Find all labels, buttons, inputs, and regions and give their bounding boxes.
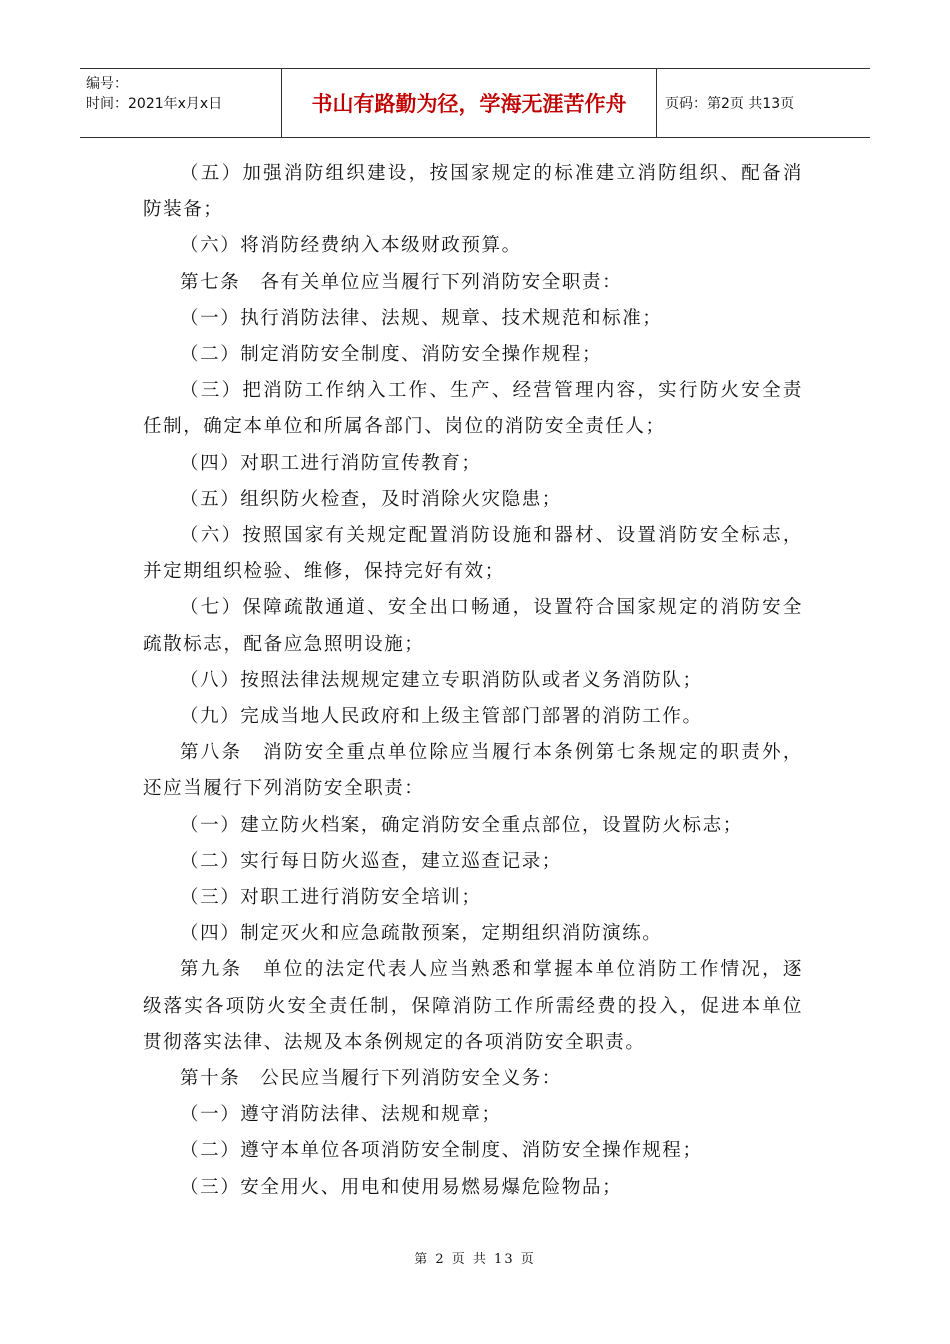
paragraph: 第八条 消防安全重点单位除应当履行本条例第七条规定的职责外，还应当履行下列消防安全职责： (143, 742, 803, 800)
header-page-info (657, 69, 870, 137)
paragraph: （四）对职工进行消防宣传教育； (180, 452, 482, 474)
page-footer: 第 2 页 共 13 页 (414, 1252, 536, 1267)
paragraph: （五）组织防火检查，及时消除火灾隐患； (180, 488, 562, 510)
page-info-text: 页码：第2页 共13页 (665, 96, 795, 112)
paragraph: （一）执行消防法律、法规、规章、技术规范和标准； (180, 307, 663, 329)
paragraph: （三）把消防工作纳入工作、生产、经营管理内容，实行防火安全责任制，确定本单位和所属各部门、岗位的消防安全责任人； (143, 380, 803, 438)
paragraph: （三）安全用火、用电和使用易燃易爆危险物品； (180, 1176, 623, 1198)
paragraph: （八）按照法律法规规定建立专职消防队或者义务消防队； (180, 669, 703, 691)
paragraph: 第九条 单位的法定代表人应当熟悉和掌握本单位消防工作情况，逐级落实各项防火安全责任制，保障消防工作所需经费的投入，促进本单位贯彻落实法律、法规及本条例规定的各项消防安全职责。 (143, 959, 803, 1053)
paragraph: 第七条 各有关单位应当履行下列消防安全职责： (180, 271, 623, 293)
paragraph: （六）按照国家有关规定配置消防设施和器材、设置消防安全标志，并定期组织检验、维修，保持完好有效； (143, 525, 803, 583)
paragraph: （九）完成当地人民政府和上级主管部门部署的消防工作。 (180, 706, 703, 728)
paragraph: （七）保障疏散通道、安全出口畅通，设置符合国家规定的消防安全疏散标志，配备应急照明设施； (143, 597, 803, 655)
paragraph: （二）实行每日防火巡查，建立巡查记录； (180, 850, 562, 872)
paragraph: （二）遵守本单位各项消防安全制度、消防安全操作规程； (180, 1140, 703, 1162)
paragraph: （二）制定消防安全制度、消防安全操作规程； (180, 344, 603, 366)
paragraph: （一）建立防火档案，确定消防安全重点部位，设置防火标志； (180, 814, 743, 836)
paragraph: （三）对职工进行消防安全培训； (180, 887, 482, 909)
number-label: 编号： (86, 76, 128, 92)
time-label: 时间：2021年x月x日 (86, 96, 223, 112)
paragraph: （四）制定灭火和应急疏散预案，定期组织消防演练。 (180, 923, 663, 945)
header-motto: 书山有路勤为径，学海无涯苦作舟 (281, 69, 657, 137)
header-meta (80, 69, 281, 137)
paragraph: 第十条 公民应当履行下列消防安全义务： (180, 1068, 562, 1090)
paragraph: （六）将消防经费纳入本级财政预算。 (180, 235, 522, 257)
page-header (80, 68, 870, 138)
paragraph: （五）加强消防组织建设，按国家规定的标准建立消防组织、配备消防装备； (143, 163, 803, 221)
document-body (143, 156, 803, 1206)
paragraph: （一）遵守消防法律、法规和规章； (180, 1104, 502, 1126)
